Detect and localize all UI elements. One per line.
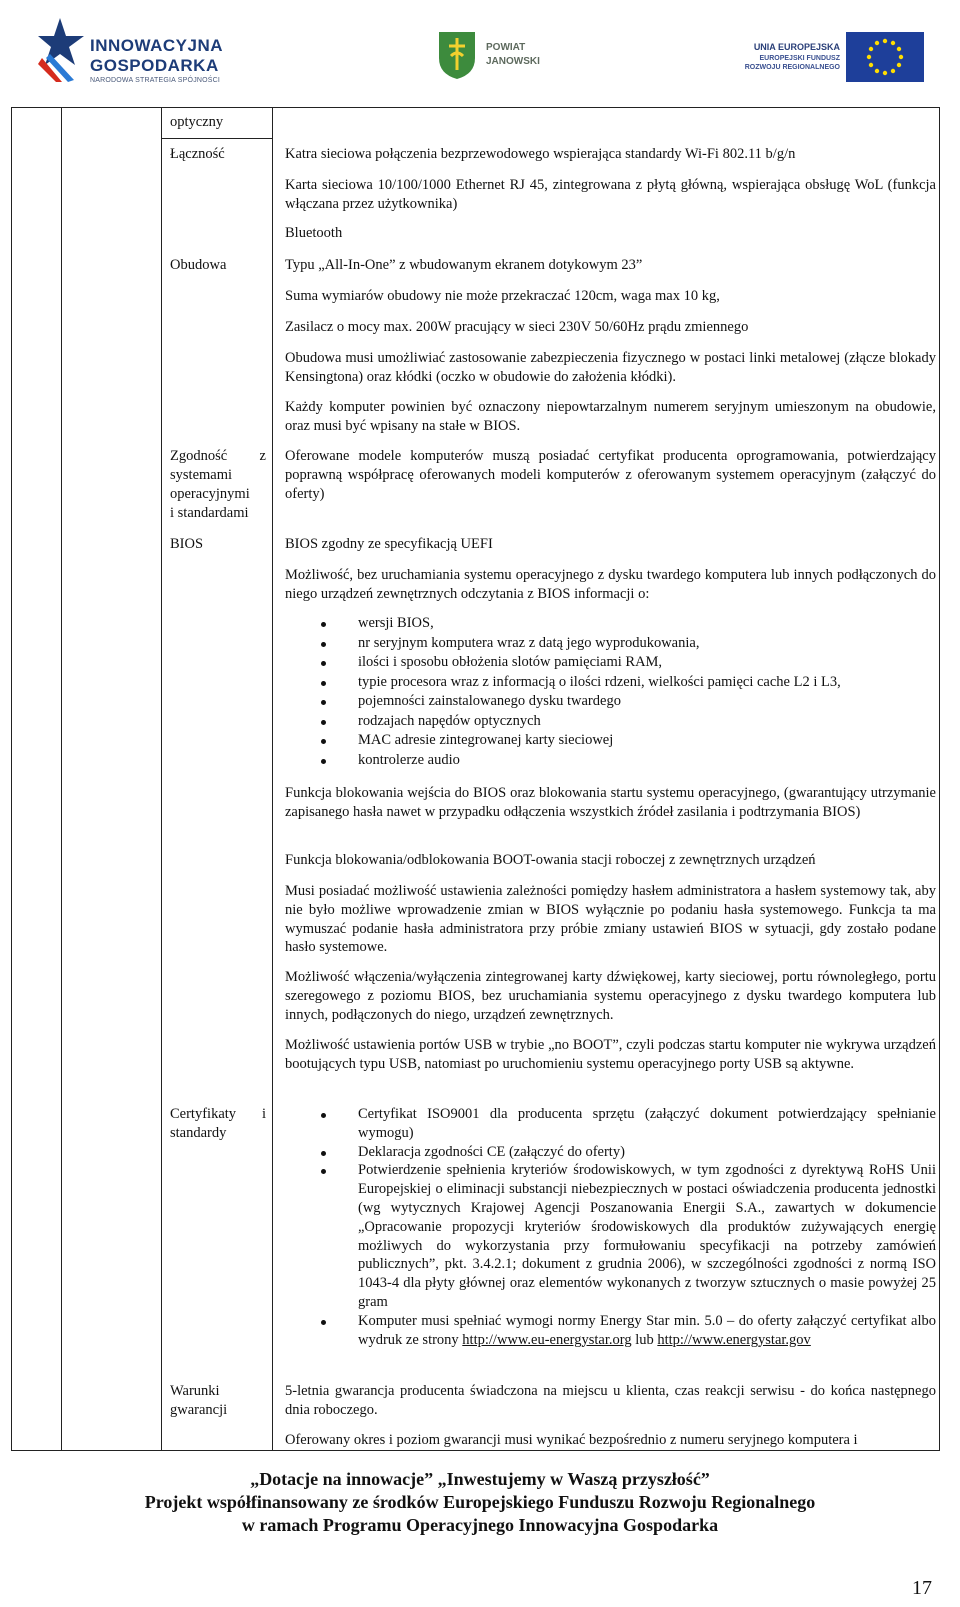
certyfikaty-label-line: standardy xyxy=(170,1125,227,1141)
certyfikaty-label-line: Certyfikaty i xyxy=(170,1106,266,1122)
list-item xyxy=(285,634,936,654)
bios-usb-no-boot: Możliwość ustawienia portów USB w trybie „no BOOT”, czyli podczas startu komputer nie wykrywa urządzeń bootujących typu USB, natomiast po uruchomieniu systemu operacyjnego porty USB są aktywne. xyxy=(285,1037,936,1072)
eu-energystar-link[interactable]: http://www.eu-energystar.org xyxy=(462,1331,632,1348)
bullet-icon xyxy=(321,1113,326,1118)
bios-info-item: typie procesora wraz z informacją o ilości rdzeni, wielkości pamięci cache L2 i L3, xyxy=(358,673,841,690)
list-item xyxy=(285,1143,936,1162)
row-divider xyxy=(161,138,272,139)
energy-star-item xyxy=(358,1313,936,1348)
row-label-lacznosc: Łączność xyxy=(170,146,225,162)
column-divider xyxy=(61,107,62,1450)
logo-ue-line1: UNIA EUROPEJSKA xyxy=(753,42,840,52)
logo-pj-line2: JANOWSKI xyxy=(486,56,540,67)
list-item xyxy=(285,1312,936,1350)
gwarancja-okres: Oferowany okres i poziom gwarancji musi wynikać bezpośrednio z numeru seryjnego komputera i xyxy=(285,1432,858,1448)
lacznosc-bluetooth: Bluetooth xyxy=(285,225,343,241)
gwarancja-label-line: Warunki xyxy=(170,1383,220,1399)
table-top-border xyxy=(12,107,939,108)
energy-star-text: Komputer musi spełniać wymogi normy Energy Star min. 5.0 – do oferty załączyć certyfikat albo wydruk ze strony xyxy=(358,1312,936,1348)
column-divider xyxy=(272,107,273,1450)
list-item xyxy=(285,673,936,693)
logo-ue-line3: ROZWOJU REGIONALNEGO xyxy=(744,64,840,71)
bios-blokowanie-wejscia: Funkcja blokowania wejścia do BIOS oraz blokowania startu systemu operacyjnego, (gwarantujący utrzymanie zapisanego hasła nawet w przypadku odłączenia wszystkich źródeł zasilania i podtrzymania BIOS) xyxy=(285,785,936,820)
bullet-icon xyxy=(321,1169,326,1174)
bios-haslo-administratora: Musi posiadać możliwość ustawienia zależności pomiędzy hasłem administratora a hasłem systemowy tak, aby nie było możliwe wprowadzenie zmian w BIOS wyłącznie po podaniu hasła systemowego. Funkcja ta ma wymuszać podanie hasła administratora przy próbie zmiany ustawień BIOS w sytuacji, gdy zostało podane hasło systemowe. xyxy=(285,883,936,956)
zgodnosc-label-line: Zgodność z xyxy=(170,448,266,464)
footer-programme: w ramach Programu Operacyjnego Innowacyjna Gospodarka xyxy=(241,1515,719,1535)
row-label-bios: BIOS xyxy=(170,536,204,552)
certyfikat-item: Potwierdzenie spełnienia kryteriów środowiskowych, w tym zgodności z dyrektywą RoHS Unii Europejskiej o eliminacji substancji niebezpiecznych w postaci oświadczenia producenta jednostki (wg wytycznych Krajowej Agencji Poszanowania Energii S.A., zawartych w dokumencie „Opracowanie propozycji kryteriów środowiskowych dla produktów zużywających energię możliwych do wykorzystania przy formułowaniu specyfikacji na potrzeby zamówień publicznych”, pkt. 3.4.2.1; dokument z grudnia 2006), w szczególności zgodności z normą ISO 1043-4 dla płyty głównej oraz elementów wykonanych z tworzyw sztucznych o masie powyżej 25 gram xyxy=(358,1162,936,1310)
bullet-icon xyxy=(321,759,326,764)
bullet-icon xyxy=(321,739,326,744)
zgodnosc-label-line: i standardami xyxy=(170,505,249,521)
bullet-icon xyxy=(321,681,326,686)
bios-info-item: nr seryjnym komputera wraz z datą jego wyprodukowania, xyxy=(358,634,700,651)
list-item xyxy=(285,653,936,673)
bios-info-item: pojemności zainstalowanego dysku twardego xyxy=(358,693,621,709)
bullet-icon xyxy=(321,642,326,647)
list-item xyxy=(285,731,936,751)
logo-ue-line2: EUROPEJSKI FUNDUSZ xyxy=(759,55,840,62)
obudowa-typ: Typu „All-In-One” z wbudowanym ekranem dotykowym 23” xyxy=(285,257,643,273)
innowacyjna-gospodarka-logo xyxy=(38,16,258,86)
lacznosc-wifi: Katra sieciowa połączenia bezprzewodowego wspierająca standardy Wi-Fi 802.11 b/g/n xyxy=(285,146,796,162)
bios-info-item: rodzajach napędów optycznych xyxy=(358,712,541,729)
zgodnosc-label-line: operacyjnymi xyxy=(170,486,250,502)
certyfikat-item: Deklaracja zgodności CE (załączyć do oferty) xyxy=(358,1143,625,1160)
footer-slogan: „Dotacje na innowacje” „Inwestujemy w Waszą przyszłość” xyxy=(250,1469,710,1489)
obudowa-kensington: Obudowa musi umożliwiać zastosowanie zabezpieczenia fizycznego w postaci linki metalowej (złącze blokady Kensingtona) oraz kłódki (oczko w obudowie do założenia kłódki). xyxy=(285,350,936,385)
powiat-shield-icon xyxy=(437,30,477,80)
energy-star-or: lub xyxy=(631,1331,658,1348)
bullet-icon xyxy=(321,622,326,627)
energystar-gov-link[interactable]: http://www.energystar.gov xyxy=(657,1331,811,1348)
logo-pj-line1: POWIAT xyxy=(486,42,526,53)
certyfikaty-list xyxy=(285,1105,936,1349)
obudowa-wymiary: Suma wymiarów obudowy nie może przekraczać 120cm, waga max 10 kg, xyxy=(285,288,720,304)
list-item xyxy=(285,614,936,634)
list-item xyxy=(285,751,936,771)
row-label-obudowa: Obudowa xyxy=(170,257,227,273)
row-label-optyczny: optyczny xyxy=(170,114,224,130)
logo-ig-line2: GOSPODARKA xyxy=(90,56,219,75)
innowacyjna-gospodarka-mark-icon xyxy=(38,18,84,82)
eu-flag-icon xyxy=(846,32,924,82)
page-number: 17 xyxy=(912,1577,932,1599)
bios-wlaczanie-kart: Możliwość włączenia/wyłączenia zintegrowanej karty dźwiękowej, karty sieciowej, portu równoległego, portu szeregowego z poziomu BIOS, bez uruchamiania systemu operacyjnego z dysku twardego komputera lub innych, podłączonych do niego, urządzeń zewnętrznych. xyxy=(285,969,936,1023)
zgodnosc-certyfikat: Oferowane modele komputerów muszą posiadać certyfikat producenta oprogramowania, potwierdzający poprawną współpracę oferowanych modeli komputerów z oferowanym systemem operacyjnym (załączyć do oferty) xyxy=(285,448,936,502)
bios-info-list xyxy=(285,614,936,770)
lacznosc-ethernet: Karta sieciowa 10/100/1000 Ethernet RJ 45, zintegrowana z płytą główną, wspierająca obsługę WoL (funkcja włączana przez użytkownika) xyxy=(285,177,936,212)
bullet-icon xyxy=(321,700,326,705)
bullet-icon xyxy=(321,720,326,725)
obudowa-numer-seryjny: Każdy komputer powinien być oznaczony niepowtarzalnym numerem seryjnym umieszonym na obudowie, oraz musi być wpisany na stałe w BIOS. xyxy=(285,399,936,434)
list-item xyxy=(285,692,936,712)
row-label-certyfikaty xyxy=(170,1105,266,1143)
gwarancja-5-letnia: 5-letnia gwarancja producenta świadczona na miejscu u klienta, czas reakcji serwisu - do końca następnego dnia roboczego. xyxy=(285,1383,936,1418)
logo-ig-line3: NARODOWA STRATEGIA SPÓJNOŚCI xyxy=(90,77,221,84)
powiat-janowski-logo xyxy=(437,30,557,84)
bios-odczyt-informacji: Możliwość, bez uruchamiania systemu operacyjnego z dysku twardego komputera lub innych podłączonych do niego urządzeń zewnętrznych odczytania z BIOS informacji o: xyxy=(285,567,936,602)
list-item xyxy=(285,1161,936,1311)
row-label-gwarancja xyxy=(170,1382,266,1420)
list-item xyxy=(285,712,936,732)
row-label-zgodnosc xyxy=(170,447,266,523)
bios-uefi: BIOS zgodny ze specyfikacją UEFI xyxy=(285,536,493,552)
bios-info-item: ilości i sposobu obłożenia slotów pamięciami RAM, xyxy=(358,654,663,670)
bullet-icon xyxy=(321,1320,326,1325)
bullet-icon xyxy=(321,1151,326,1156)
list-item xyxy=(285,1105,936,1143)
column-divider xyxy=(161,107,162,1450)
zgodnosc-label-line: systemami xyxy=(170,467,233,483)
unia-europejska-logo xyxy=(740,32,930,84)
bios-info-item: wersji BIOS, xyxy=(358,615,434,631)
bios-info-item: MAC adresie zintegrowanej karty sieciowej xyxy=(358,732,614,748)
gwarancja-label-line: gwarancji xyxy=(170,1402,228,1418)
certyfikat-item: Certyfikat ISO9001 dla producenta sprzętu (załączyć dokument potwierdzający spełnianie wymogu) xyxy=(358,1106,936,1141)
obudowa-zasilacz: Zasilacz o mocy max. 200W pracujący w sieci 230V 50/60Hz prądu zmiennego xyxy=(285,319,749,335)
page-header xyxy=(0,0,960,100)
bullet-icon xyxy=(321,661,326,666)
logo-ig-line1: INNOWACYJNA xyxy=(90,36,224,55)
specification-table xyxy=(11,107,940,1451)
page-footer xyxy=(0,1468,960,1536)
bios-blokowanie-boot: Funkcja blokowania/odblokowania BOOT-owania stacji roboczej z zewnętrznych urządzeń xyxy=(285,852,816,868)
bios-info-item: kontrolerze audio xyxy=(358,751,460,768)
footer-cofinancing: Projekt współfinansowany ze środków Europejskiego Funduszu Rozwoju Regionalnego xyxy=(144,1492,816,1512)
